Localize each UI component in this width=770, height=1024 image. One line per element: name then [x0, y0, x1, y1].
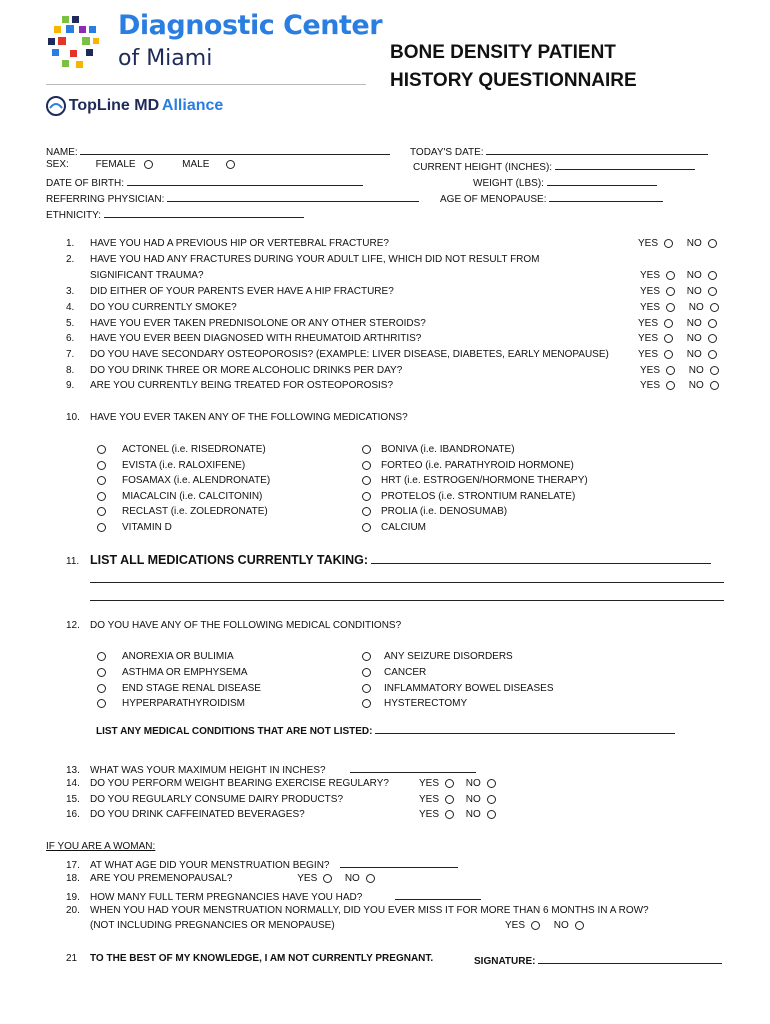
no-radio[interactable] — [575, 921, 584, 930]
topline-icon — [46, 96, 66, 116]
name-field[interactable] — [80, 144, 390, 155]
med-right-4[interactable]: PROTELOS (i.e. STRONTIUM RANELATE) — [362, 491, 575, 502]
answer-6: YES NO — [638, 333, 717, 344]
question-20: 20. WHEN YOU HAD YOUR MENSTRUATION NORMALLY, DID YOU EVER MISS IT FOR MORE THAN 6 MONTHS IN A ROW? — [66, 905, 649, 916]
yes-radio[interactable] — [666, 381, 675, 390]
male-label: MALE — [182, 159, 210, 170]
no-radio[interactable] — [708, 319, 717, 328]
answer-15: YES NO — [419, 794, 496, 805]
alliance-name-a: TopLine MD — [68, 97, 160, 114]
answer-14: YES NO — [419, 778, 496, 789]
no-radio[interactable] — [710, 381, 719, 390]
question-17: 17. AT WHAT AGE DID YOUR MENSTRUATION BEGIN? — [66, 857, 458, 871]
physician-row — [46, 191, 419, 205]
dob-row — [46, 175, 363, 189]
weight-label: WEIGHT (LBS): — [473, 178, 544, 189]
no-radio[interactable] — [708, 350, 717, 359]
question-10: 10. HAVE YOU EVER TAKEN ANY OF THE FOLLOWING MEDICATIONS? — [66, 412, 408, 423]
question-20-cont: (NOT INCLUDING PREGNANCIES OR MENOPAUSE) — [90, 920, 335, 931]
logo-mosaic-icon — [46, 14, 102, 72]
form-title-line2: HISTORY QUESTIONNAIRE — [390, 70, 637, 91]
question-15: 15. DO YOU REGULARLY CONSUME DAIRY PRODUCTS? — [66, 794, 344, 805]
physician-label: REFERRING PHYSICIAN: — [46, 194, 165, 205]
physician-field[interactable] — [167, 191, 419, 202]
no-radio[interactable] — [708, 287, 717, 296]
yes-radio[interactable] — [445, 779, 454, 788]
med-radio[interactable] — [97, 461, 106, 470]
signature-row — [474, 953, 722, 967]
alliance-logo — [46, 96, 223, 116]
logo-divider — [46, 84, 366, 85]
signature-field[interactable] — [538, 953, 722, 964]
no-radio[interactable] — [366, 874, 375, 883]
question-16: 16. DO YOU DRINK CAFFEINATED BEVERAGES? — [66, 809, 305, 820]
cond-right-4[interactable]: HYSTERECTOMY — [362, 698, 467, 709]
med-radio[interactable] — [362, 445, 371, 454]
answer-4: YES NO — [640, 302, 719, 313]
med-radio[interactable] — [362, 476, 371, 485]
yes-radio[interactable] — [666, 303, 675, 312]
yes-radio[interactable] — [666, 271, 675, 280]
med-right-2[interactable]: FORTEO (i.e. PARATHYROID HORMONE) — [362, 460, 574, 471]
answer-2: YES NO — [640, 270, 717, 281]
other-conditions-row — [96, 723, 675, 737]
medications-field-3[interactable] — [90, 590, 724, 601]
question-7: 7. DO YOU HAVE SECONDARY OSTEOPOROSIS? (EXAMPLE: LIVER DISEASE, DIABETES, EARLY MENOPAUSE) — [66, 349, 609, 360]
form-title-line1: BONE DENSITY PATIENT — [390, 42, 616, 63]
question-5: 5. HAVE YOU EVER TAKEN PREDNISOLONE OR ANY OTHER STEROIDS? — [66, 318, 426, 329]
date-label: TODAY'S DATE: — [410, 147, 484, 158]
height-field[interactable] — [555, 159, 695, 170]
yes-radio[interactable] — [445, 810, 454, 819]
yes-radio[interactable] — [664, 319, 673, 328]
answer-16: YES NO — [419, 809, 496, 820]
med-right-6[interactable]: CALCIUM — [362, 522, 426, 533]
no-radio[interactable] — [487, 810, 496, 819]
menopause-row — [440, 191, 663, 205]
cond-radio[interactable] — [97, 684, 106, 693]
pregnancies-field[interactable] — [395, 889, 481, 900]
no-radio[interactable] — [708, 334, 717, 343]
cond-radio[interactable] — [97, 652, 106, 661]
date-field[interactable] — [486, 144, 708, 155]
date-row — [410, 144, 708, 158]
cond-radio[interactable] — [362, 684, 371, 693]
ethnicity-field[interactable] — [104, 207, 304, 218]
med-radio[interactable] — [97, 445, 106, 454]
med-left-5[interactable]: RECLAST (i.e. ZOLEDRONATE) — [97, 506, 268, 517]
question-8: 8. DO YOU DRINK THREE OR MORE ALCOHOLIC DRINKS PER DAY? — [66, 365, 403, 376]
yes-radio[interactable] — [664, 334, 673, 343]
med-radio[interactable] — [97, 476, 106, 485]
max-height-field[interactable] — [350, 762, 476, 773]
yes-radio[interactable] — [323, 874, 332, 883]
question-18: 18. ARE YOU PREMENOPAUSAL? YES NO — [66, 873, 375, 884]
question-19: 19. HOW MANY FULL TERM PREGNANCIES HAVE YOU HAD? — [66, 889, 481, 903]
weight-row — [473, 175, 657, 189]
cond-right-2[interactable]: CANCER — [362, 667, 426, 678]
cond-radio[interactable] — [362, 668, 371, 677]
logo-mark — [46, 14, 102, 72]
no-radio[interactable] — [487, 795, 496, 804]
cond-right-1[interactable]: ANY SEIZURE DISORDERS — [362, 651, 513, 662]
med-left-3[interactable]: FOSAMAX (i.e. ALENDRONATE) — [97, 475, 270, 486]
question-14: 14. DO YOU PERFORM WEIGHT BEARING EXERCISE REGULARY? — [66, 778, 389, 789]
cond-left-2[interactable]: ASTHMA OR EMPHYSEMA — [97, 667, 248, 678]
med-radio[interactable] — [97, 492, 106, 501]
logo-subtitle: of Miami — [118, 46, 213, 71]
question-4: 4. DO YOU CURRENTLY SMOKE? — [66, 302, 237, 313]
male-radio[interactable] — [226, 160, 235, 169]
med-left-4[interactable]: MIACALCIN (i.e. CALCITONIN) — [97, 491, 262, 502]
med-radio[interactable] — [362, 461, 371, 470]
med-radio[interactable] — [362, 492, 371, 501]
name-row — [46, 144, 390, 158]
no-radio[interactable] — [487, 779, 496, 788]
question-9: 9. ARE YOU CURRENTLY BEING TREATED FOR OSTEOPOROSIS? — [66, 380, 394, 391]
logo-title: Diagnostic Center — [118, 10, 383, 41]
question-13: 13. WHAT WAS YOUR MAXIMUM HEIGHT IN INCHES? — [66, 762, 476, 776]
medications-field-1[interactable] — [371, 553, 711, 564]
answer-9: YES NO — [640, 380, 719, 391]
med-radio[interactable] — [97, 523, 106, 532]
weight-field[interactable] — [547, 175, 657, 186]
woman-section-header: IF YOU ARE A WOMAN: — [46, 841, 156, 852]
cond-left-4[interactable]: HYPERPARATHYROIDISM — [97, 698, 245, 709]
ethnicity-row — [46, 207, 304, 221]
cond-left-3[interactable]: END STAGE RENAL DISEASE — [97, 683, 261, 694]
no-radio[interactable] — [710, 303, 719, 312]
name-label: NAME: — [46, 147, 78, 158]
cond-left-1[interactable]: ANOREXIA OR BULIMIA — [97, 651, 234, 662]
answer-7: YES NO — [638, 349, 717, 360]
med-right-5[interactable]: PROLIA (i.e. DENOSUMAB) — [362, 506, 507, 517]
yes-radio[interactable] — [531, 921, 540, 930]
answer-3: YES NO — [640, 286, 717, 297]
answer-20: YES NO — [505, 920, 584, 931]
cond-right-3[interactable]: INFLAMMATORY BOWEL DISEASES — [362, 683, 554, 694]
med-right-3[interactable]: HRT (i.e. ESTROGEN/HORMONE THERAPY) — [362, 475, 588, 486]
dob-label: DATE OF BIRTH: — [46, 178, 124, 189]
question-11-text: LIST ALL MEDICATIONS CURRENTLY TAKING: — [90, 553, 369, 567]
female-radio[interactable] — [144, 160, 153, 169]
yes-radio[interactable] — [445, 795, 454, 804]
question-1: 1. HAVE YOU HAD A PREVIOUS HIP OR VERTEBRAL FRACTURE? — [66, 238, 389, 249]
med-radio[interactable] — [97, 507, 106, 516]
cond-radio[interactable] — [97, 668, 106, 677]
medications-field-2[interactable] — [90, 572, 724, 583]
no-radio[interactable] — [708, 239, 717, 248]
height-row — [413, 159, 695, 173]
menopause-field[interactable] — [549, 191, 663, 202]
no-radio[interactable] — [708, 271, 717, 280]
question-11: 11. LIST ALL MEDICATIONS CURRENTLY TAKING: — [66, 553, 711, 567]
female-label: FEMALE — [95, 159, 136, 170]
med-left-1[interactable]: ACTONEL (i.e. RISEDRONATE) — [97, 444, 266, 455]
sex-row — [46, 159, 235, 170]
med-left-2[interactable]: EVISTA (i.e. RALOXIFENE) — [97, 460, 245, 471]
question-12: 12. DO YOU HAVE ANY OF THE FOLLOWING MEDICAL CONDITIONS? — [66, 620, 402, 631]
yes-radio[interactable] — [666, 366, 675, 375]
med-right-1[interactable]: BONIVA (i.e. IBANDRONATE) — [362, 444, 515, 455]
question-21: 21 TO THE BEST OF MY KNOWLEDGE, I AM NOT CURRENTLY PREGNANT. — [66, 953, 434, 964]
med-radio[interactable] — [362, 523, 371, 532]
sex-label: SEX: — [46, 159, 69, 170]
question-2-cont: SIGNIFICANT TRAUMA? — [90, 270, 204, 281]
answer-8: YES NO — [640, 365, 719, 376]
other-conditions-field[interactable] — [375, 723, 675, 734]
menopause-label: AGE OF MENOPAUSE: — [440, 194, 547, 205]
med-radio[interactable] — [362, 507, 371, 516]
no-radio[interactable] — [710, 366, 719, 375]
other-conditions-label: LIST ANY MEDICAL CONDITIONS THAT ARE NOT LISTED: — [96, 726, 373, 737]
yes-radio[interactable] — [664, 350, 673, 359]
ethnicity-label: ETHNICITY: — [46, 210, 102, 221]
yes-radio[interactable] — [664, 239, 673, 248]
signature-label: SIGNATURE: — [474, 956, 536, 967]
cond-radio[interactable] — [362, 652, 371, 661]
answer-5: YES NO — [638, 318, 717, 329]
med-left-6[interactable]: VITAMIN D — [97, 522, 172, 533]
answer-1: YES NO — [638, 238, 717, 249]
cond-radio[interactable] — [97, 699, 106, 708]
question-2: 2. HAVE YOU HAD ANY FRACTURES DURING YOUR ADULT LIFE, WHICH DID NOT RESULT FROM — [66, 254, 540, 265]
height-label: CURRENT HEIGHT (INCHES): — [413, 162, 553, 173]
cond-radio[interactable] — [362, 699, 371, 708]
menstruation-age-field[interactable] — [340, 857, 458, 868]
dob-field[interactable] — [127, 175, 363, 186]
alliance-name-b: Alliance — [161, 97, 224, 114]
yes-radio[interactable] — [666, 287, 675, 296]
question-3: 3. DID EITHER OF YOUR PARENTS EVER HAVE A HIP FRACTURE? — [66, 286, 394, 297]
question-6: 6. HAVE YOU EVER BEEN DIAGNOSED WITH RHEUMATOID ARTHRITIS? — [66, 333, 422, 344]
